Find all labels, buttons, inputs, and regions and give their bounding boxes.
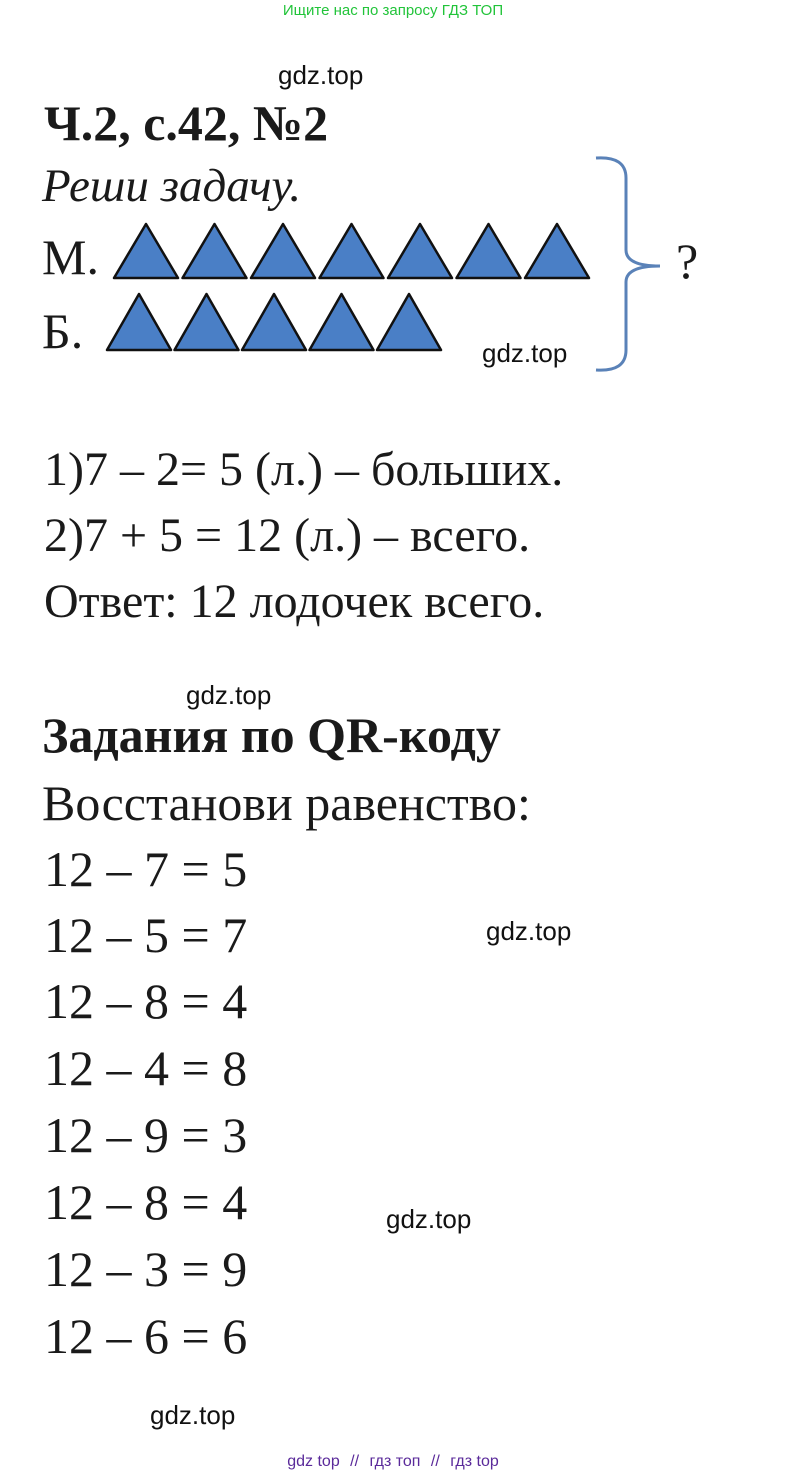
triangles-row-b	[103, 290, 453, 354]
section-instruction: Восстанови равенство:	[42, 775, 531, 831]
equation-line: 12 – 5 = 7	[44, 907, 248, 963]
row-label-b: Б.	[42, 303, 84, 359]
footer-links[interactable]	[0, 1453, 786, 1471]
triangle-shape	[107, 294, 171, 350]
footer-link[interactable]: гдз top	[450, 1453, 499, 1470]
equation-line: 12 – 3 = 9	[44, 1241, 248, 1297]
solution-step-2: 2)7 + 5 = 12 (л.) – всего.	[44, 509, 531, 562]
equation-line: 12 – 9 = 3	[44, 1107, 248, 1163]
section-title: Задания по QR-коду	[42, 707, 501, 763]
solution-step-1: 1)7 – 2= 5 (л.) – больших.	[44, 443, 564, 496]
watermark: gdz.top	[386, 1204, 472, 1234]
equation-line: 12 – 4 = 8	[44, 1040, 248, 1096]
watermark: gdz.top	[486, 916, 572, 946]
triangle-shape	[251, 224, 315, 278]
equation-line: 12 – 8 = 4	[44, 1174, 248, 1230]
equation-line: 12 – 7 = 5	[44, 841, 248, 897]
page-title: Ч.2, с.42, №2	[44, 95, 329, 151]
bracket-shape	[588, 150, 668, 380]
watermark: gdz.top	[186, 680, 272, 710]
task-instruction: Реши задачу.	[42, 160, 302, 212]
watermark: gdz.top	[278, 60, 364, 90]
answer-line: Ответ: 12 лодочек всего.	[44, 575, 545, 628]
question-mark: ?	[676, 233, 699, 289]
triangle-shape	[114, 224, 178, 278]
row-label-m: М.	[42, 229, 99, 285]
equation-line: 12 – 6 = 6	[44, 1308, 248, 1364]
triangle-shape	[175, 294, 239, 350]
triangle-shape	[183, 224, 247, 278]
footer-separator: //	[430, 1453, 440, 1470]
triangle-shape	[388, 224, 452, 278]
footer-separator: //	[350, 1453, 360, 1470]
triangle-shape	[320, 224, 384, 278]
triangle-shape	[457, 224, 521, 278]
triangle-shape	[525, 224, 589, 278]
triangle-shape	[242, 294, 306, 350]
triangle-shape	[310, 294, 374, 350]
watermark: gdz.top	[150, 1400, 236, 1430]
top-banner[interactable]: Ищите нас по запросу ГДЗ ТОП	[282, 2, 504, 19]
triangle-shape	[377, 294, 441, 350]
watermark: gdz.top	[482, 338, 568, 368]
triangles-row-m	[110, 222, 594, 282]
equation-line: 12 – 8 = 4	[44, 973, 248, 1029]
footer-link[interactable]: гдз топ	[369, 1453, 421, 1470]
footer-link[interactable]: gdz top	[287, 1453, 340, 1470]
